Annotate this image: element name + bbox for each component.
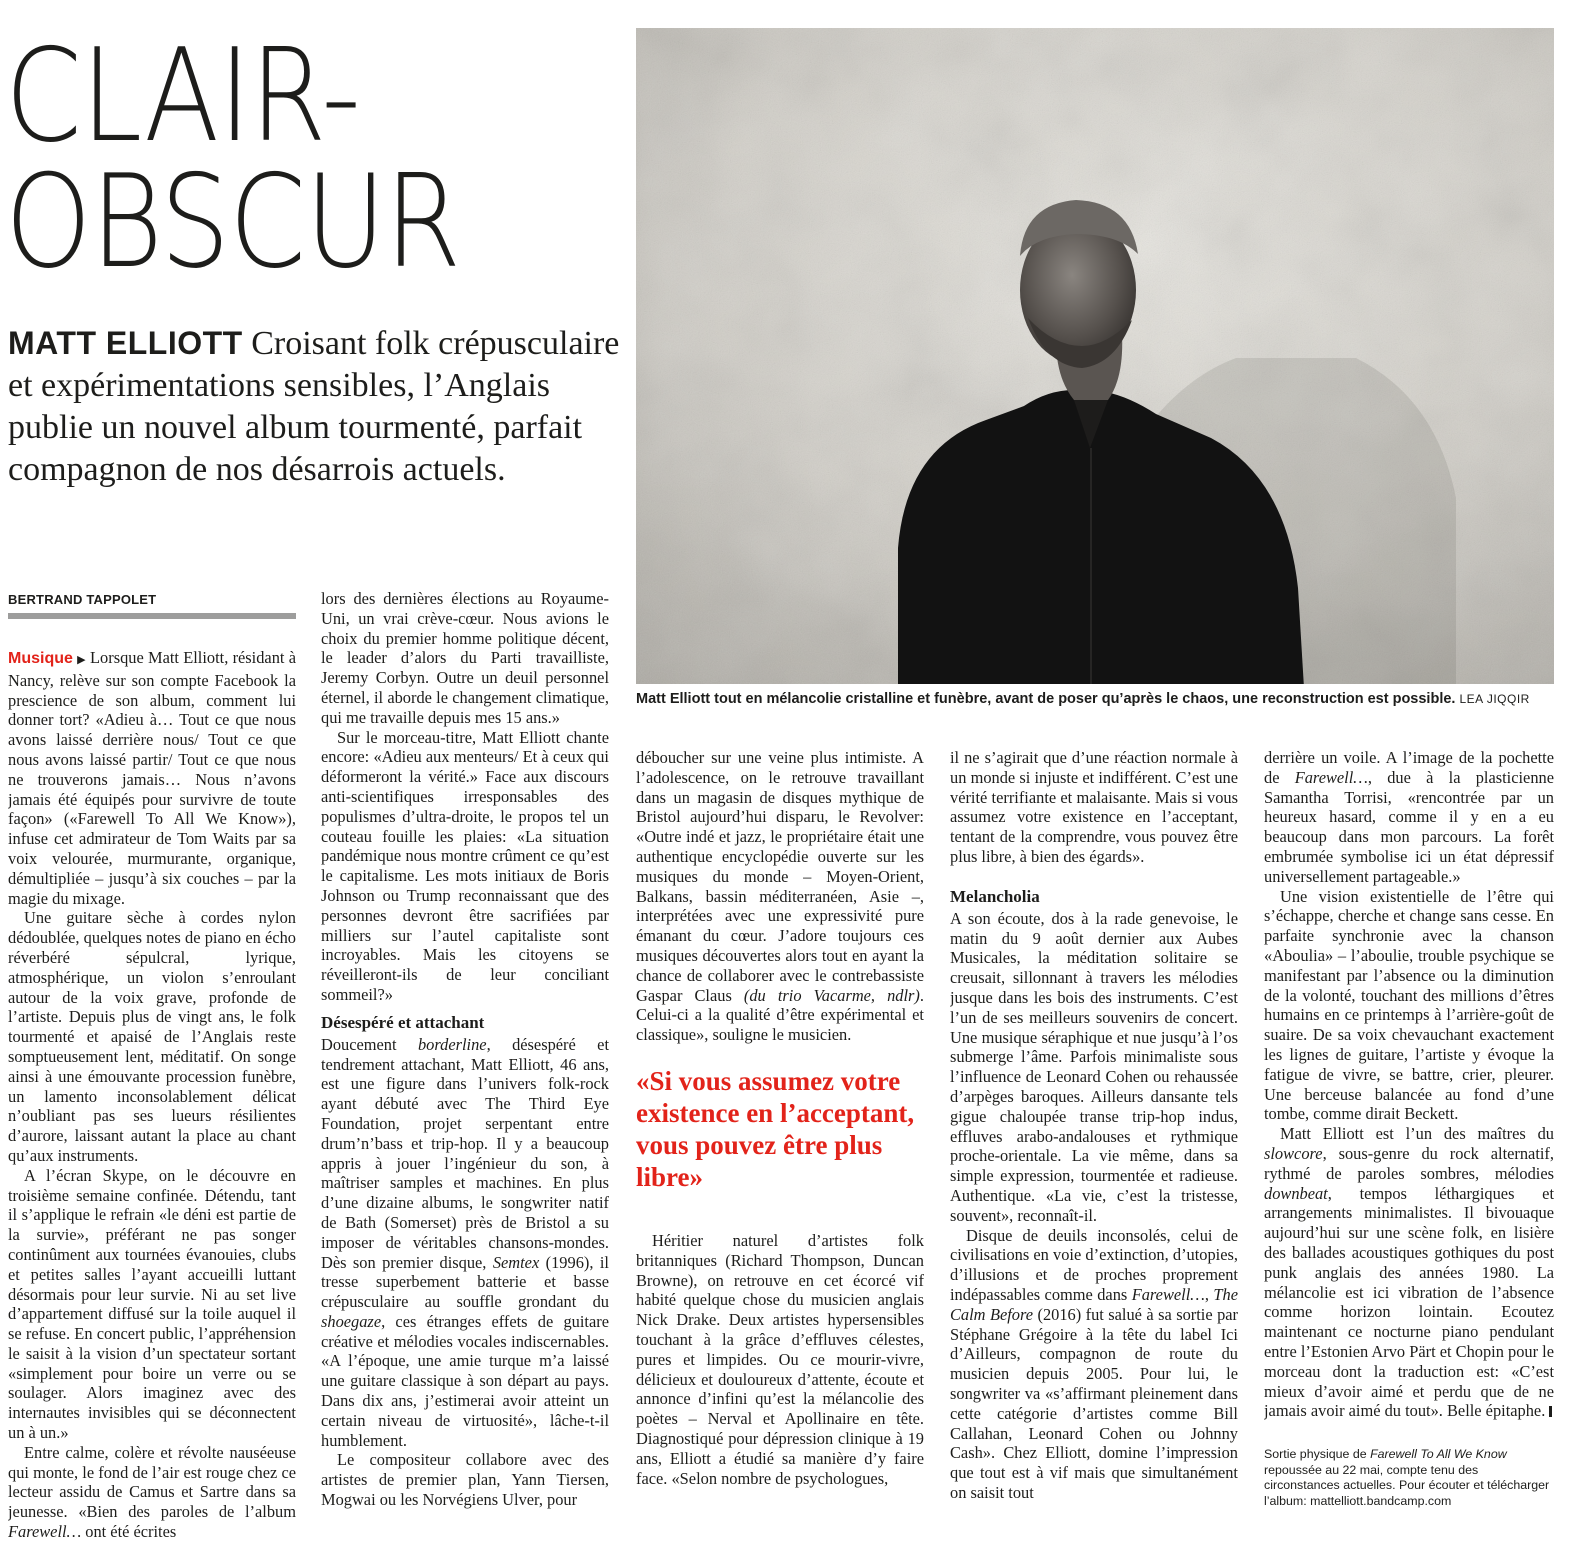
article-paragraph: Héritier naturel d’artistes folk britanniques (Richard Thompson, Duncan Browne), on retrouve en cet écorcé vif habité quelque chose du musicien anglais Nick Drake. Deux artistes hypersensibles touchant à la grâce d’effluves célestes, pures et limpides. Ou ce mourir-vivre, délicieux et douloureux d’attente, écoute et annonce d’infini qu’est la mélancolie des poètes – Nerval et Apollinaire en tête. Diagnostiqué pour dépression clinique à 19 ans, Elliott a étudié sa manière d’y faire face. «Selon nombre de psychologues, [636, 1230, 924, 1488]
article-paragraph: lors des dernières élections au Royaume-Uni, un vrai crève-cœur. Nous avions le choix du premier homme politique décent, le leader d’alors du Parti travailliste, Jeremy Corbyn. Outre un deuil personnel éternel, il aborde le changement climatique, qui me travaille depuis mes 15 ans.» [321, 589, 609, 727]
article-paragraph: A l’écran Skype, on le découvre en troisième semaine confinée. Détendu, tant il s’applique le refrain «le déni est partie de la survie», préférant ne pas songer continûment aux tournées évanouies, clubs et petites salles l’ayant accueilli luttant désormais pour leur survie. Ni au set live d’appartement diffusé sur la toile auquel il se refuse. En concert public, l’appréhension le saisit à la vision d’un spectateur sortant «simplement pour boire un verre ou se soulager. Alors imaginez avec des internautes invisibles qui se déconnectent un à un.» [8, 1165, 296, 1443]
photo-credit: LEA JIQQIR [1459, 692, 1530, 706]
article-paragraph: Disque de deuils inconsolés, celui de civilisations en voie d’extinction, d’utopies, d’illusions et de proches proprement indépassables comme dans Farewell…, The Calm Before (2016) fut salué à sa sortie par Stéphane Grégoire à la tête du label Ici d’Ailleurs, compagnon de route du musicien depuis 2005. Pour lui, le songwriter va «s’affirmant pleinement dans cette catégorie d’artistes comme Bill Callahan, Leonard Cohen ou Johnny Cash». Chez Elliott, domine l’impression que tout est à vif mais que simultanément on saisit tout [950, 1225, 1238, 1502]
arrow-right-icon: ▶ [77, 654, 86, 666]
article-paragraph: A son écoute, dos à la rade genevoise, le matin du 9 août dernier aux Aubes Musicales, la méditation solitaire se creusait, sillonnant à travers les mélodies jusque dans les bois des instruments. C’est l’un de ses meilleurs souvenirs de concert. Une musique séraphique et nue jusqu’à l’os submerge l’âme. Parfois minimaliste sous l’influence de Leonard Cohen ou rehaussée d’arpèges baroques. Ailleurs dansante tels gigue chaloupée transe trip-hop indus, effluves arabo-andalouses et rythmique proche-orientale. La vie même, dans sa simple expression, tourmentée et radieuse. Authentique. «La vie, c’est la tristesse, souvent», reconnaît-il. [950, 908, 1238, 1225]
article-column-3 [636, 748, 924, 1548]
headline-line-1: CLAIR- [5, 22, 361, 171]
article-column-2 [321, 589, 609, 1549]
byline-rule [8, 613, 296, 619]
article-paragraph: Sur le morceau-titre, Matt Elliott chante encore: «Adieu aux menteurs/ Et à ceux qui déformeront la vérité.» Face aux discours anti-scientifiques irresponsables des populismes d’ultra-droite, le propos tel un couteau fouille les plaies: «La situation pandémique nous montre crûment ce qu’est le capitalisme. Les mots initiaux de Boris Johnson ou Trump reconnaissant que des personnes devront être sacrifiées par milliers sur l’autel capitaliste sont incroyables. Mais les citoyens se réveilleront-ils de leur conciliant sommeil?» [321, 727, 609, 1004]
lead-paragraph [8, 322, 628, 491]
article-paragraph: déboucher sur une veine plus intimiste. A l’adolescence, on le retrouve travaillant dans un magasin de disques mythique de Bristol aujourd’hui disparu, le Revolver: «Outre indé et jazz, le propriétaire était une authentique encyclopédie ouverte sur les musiques du monde – Moyen-Orient, Balkans, bassin méditerranéen, Asie –, interprétées avec une expressivité pure émanant du cœur. J’adore toujours ces musiques découvertes alors tout en ayant la chance de collaborer avec le contrebassiste Gaspar Claus (du trio Vacarme, ndlr). Celui-ci a la qualité d’être expérimental et classique», souligne le musicien. [636, 748, 924, 1045]
headline [5, 22, 538, 297]
article-column-5 [1264, 748, 1554, 1548]
article-column-1 [8, 648, 296, 1548]
portrait-photo-illustration [636, 28, 1554, 684]
subheading: Melancholia [950, 886, 1040, 906]
photo-caption [636, 690, 1554, 708]
photo-caption-text: Matt Elliott tout en mélancolie cristalline et funèbre, avant de poser qu’après le chaos, une reconstruction est possible. [636, 691, 1456, 707]
article-paragraph: Doucement borderline, désespéré et tendrement attachant, Matt Elliott, 46 ans, est une figure dans l’univers folk-rock ayant débuté avec The Third Eye Foundation, projet serpentant entre drum’n’bass et trip-hop. Il y a beaucoup appris à jouer l’ingénieur du son, à maîtriser samples et machines. En plus d’une dizaine albums, le songwriter natif de Bath (Somerset) près de Bristol a su imposer de véritables chansons-mondes. Dès son premier disque, Semtex (1996), il tresse superbement batterie et basse crépusculaire au souffle grondant du shoegaze, ces étranges effets de guitare créative et mélodies vocales indiscernables. «A l’époque, une amie turque m’a laissé une guitare classique à son départ au pays. Dans dix ans, j’estimerai avoir atteint un certain niveau de virtuosité», lâche-t-il humblement. [321, 1034, 609, 1450]
lead-text: Croisant folk crépusculaire et expérimentations sensibles, l’Anglais publie un nouvel album tourmenté, parfait compagnon de nos désarrois actuels. [8, 325, 620, 488]
article-paragraph: Une vision existentielle de l’être qui s’échappe, cherche et change sans cesse. En parfaite synchronie avec la chanson «Aboulia» – l’aboulie, trouble psychique se manifestant par l’absence ou la diminution de la volonté, touchant des millions d’êtres humains en ce printemps à l’arrière-goût de suaire. De sa voix chevauchant exactement les lignes de guitare, l’artiste y évoque la fatigue de vivre, se battre, crier, pleurer. Une berceuse balancée au fond d’une tombe, comme dirait Beckett. [1264, 886, 1554, 1124]
footnote: Sortie physique de Farewell To All We Know repoussée au 22 mai, compte tenu des circonstances actuelles. Pour écouter et télécharger l’album: mattelliott.bandcamp.com [1264, 1447, 1550, 1508]
article-paragraph: Entre calme, colère et révolte nauséeuse qui monte, le fond de l’air est rouge chez ce lecteur assidu de Camus et Sartre dans sa jeunesse. «Bien des paroles de l’album Farewell… ont été écrites [8, 1442, 296, 1542]
subheading: Désespéré et attachant [321, 1012, 485, 1032]
byline: BERTRAND TAPPOLET [8, 592, 157, 607]
article-photo [636, 28, 1554, 684]
article-paragraph: Une guitare sèche à cordes nylon dédoublée, quelques notes de piano en écho réverbéré sépulcral, lyrique, atmosphérique, un violon s’enroulant autour de la voix grave, profonde de l’artiste. Depuis plus de vingt ans, le folk tourmenté et apaisé de l’Anglais reste somptueusement lent, méditatif. On songe ainsi à une émouvante procession funèbre, un lamento inconsolablement délicat n’oubliant pas ses lueurs résilientes d’aurore, laissant autant la place au chant qu’aux instruments. [8, 908, 296, 1165]
article-paragraph: derrière un voile. A l’image de la pochette de Farewell…, due à la plasticienne Samantha Torrisi, «rencontrée par un heureux hasard, comme il y en a eu beaucoup dans mon parcours. La forêt embrumée symbolise ici un état dépressif universellement partageable.» [1264, 748, 1554, 886]
article-column-4 [950, 748, 1238, 1548]
pull-quote: «Si vous assumez votre existence en l’acceptant, vous pouvez être plus libre» [636, 1065, 915, 1192]
article-paragraph: Musique ▶ Lorsque Matt Elliott, résidant à Nancy, relève sur son compte Facebook la prescience de son album, comment lui donner tort? «Adieu à… Tout ce que nous avons laissé derrière nous/ Tout ce que nous avons laissé partir/ Tout ce que nous ne trouverons jamais… Nous n’avons jamais été équipés pour survivre de toute façon» («Farewell To All We Know»), infuse cet admirateur de Tom Waits par sa voix velourée, murmurante, organique, démultipliée – jusqu’à six couches – par la magie du mixage. [8, 648, 296, 908]
end-of-article-mark [1549, 1406, 1552, 1417]
headline-line-2: OBSCUR [5, 148, 461, 297]
article-paragraph: Le compositeur collabore avec des artistes de premier plan, Yann Tiersen, Mogwai ou les Norvégiens Ulver, pour [321, 1450, 609, 1510]
lead-subject-name: MATT ELLIOTT [8, 325, 243, 361]
article-paragraph: il ne s’agirait que d’une réaction normale à un monde si injuste et indifférent. C’est une vérité terrifiante et malaisante. Mais si vous assumez votre existence en l’acceptant, tentant de la comprendre, vous pouvez être plus libre, à bien des égards». [950, 748, 1238, 866]
article-paragraph: Matt Elliott est l’un des maîtres du slowcore, sous-genre du rock alternatif, rythmé de paroles sombres, mélodies downbeat, tempos léthargiques et arrangements minimalistes. Il bivouaque aujourd’hui sur une scène folk, en lisière des ballades acoustiques gothiques du post punk anglais des années 1980. La mélancolie est ici vibration de l’absence comme horizon lointain. Ecoutez maintenant ce nocturne piano pendulant entre l’Estonien Arvo Pärt et Chopin pour le morceau dont la traduction est: «C’est mieux d’avoir aimé et perdu que de ne jamais avoir aimé du tout». Belle épitaphe. [1264, 1124, 1554, 1421]
section-label: Musique [8, 650, 73, 667]
